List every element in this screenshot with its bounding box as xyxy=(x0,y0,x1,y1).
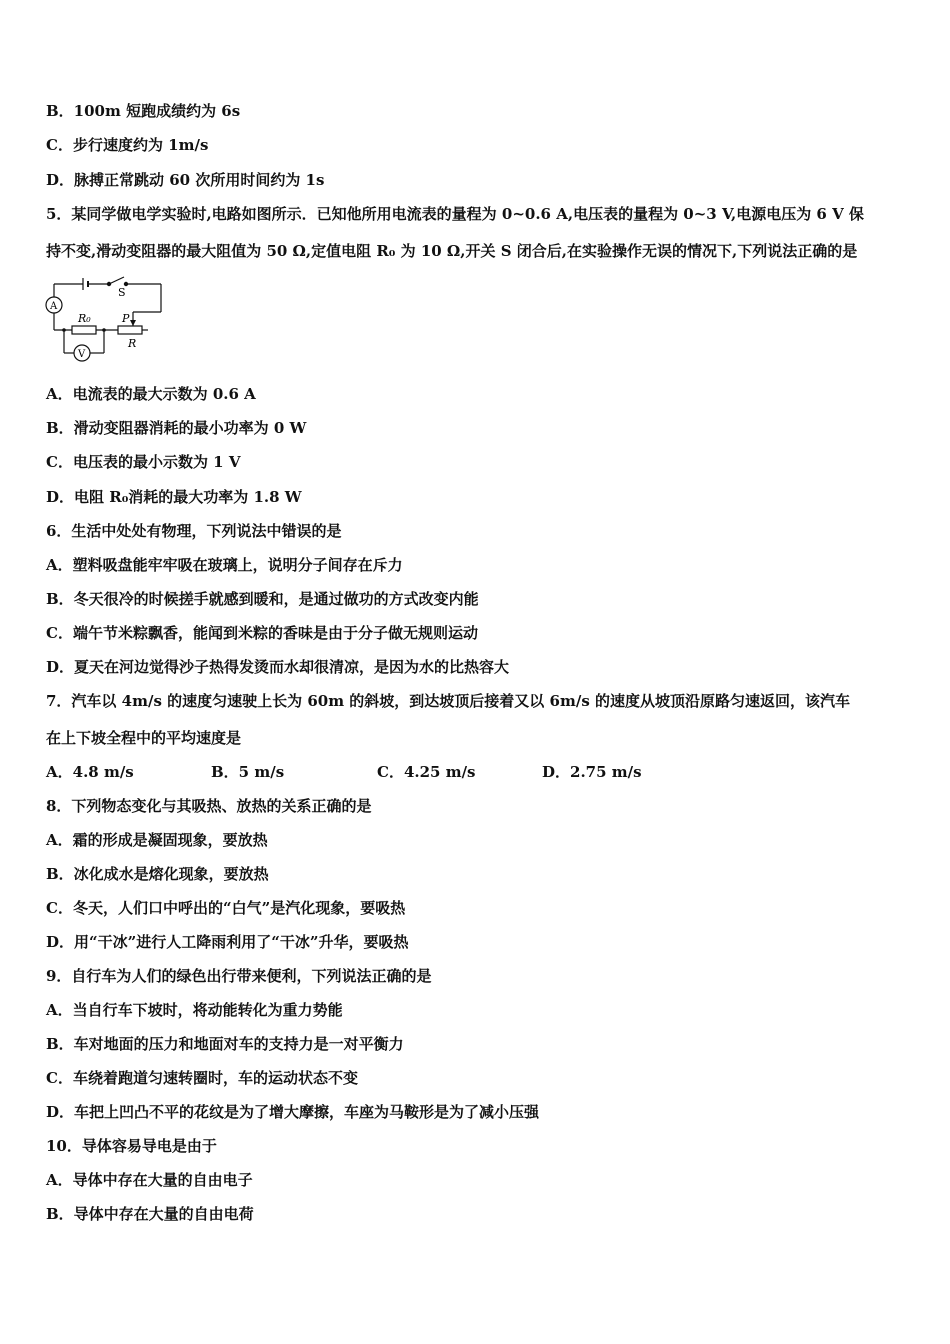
q6-option-c: C．端午节米粽飘香，能闻到米粽的香味是由于分子做无规则运动 xyxy=(46,624,478,642)
q10-option-b: B．导体中存在大量的自由电荷 xyxy=(46,1205,254,1223)
q7-option-b: B．5 m/s xyxy=(211,763,285,781)
q9-option-a: A．当自行车下坡时，将动能转化为重力势能 xyxy=(46,1001,343,1019)
q7-option-d: D．2.75 m/s xyxy=(542,763,642,781)
fixed-resistor-r0 xyxy=(72,326,96,334)
q9-stem: 9．自行车为人们的绿色出行带来便利，下列说法正确的是 xyxy=(46,967,432,985)
q9-option-c: C．车绕着跑道匀速转圈时，车的运动状态不变 xyxy=(46,1069,358,1087)
q6-option-a: A．塑料吸盘能牢牢吸在玻璃上，说明分子间存在斥力 xyxy=(46,556,403,574)
q8-option-b: B．冰化成水是熔化现象，要放热 xyxy=(46,865,269,883)
q7-option-c: C．4.25 m/s xyxy=(377,763,476,781)
q4-option-c: C．步行速度约为 1m/s xyxy=(46,136,209,154)
q8-stem: 8．下列物态变化与其吸热、放热的关系正确的是 xyxy=(46,797,372,815)
q9-option-d: D．车把上凹凸不平的花纹是为了增大摩擦，车座为马鞍形是为了减小压强 xyxy=(46,1103,540,1121)
q6-option-d: D．夏天在河边觉得沙子热得发烫而水却很清凉，是因为水的比热容大 xyxy=(46,658,510,676)
q7-stem-line-1: 7．汽车以 4m/s 的速度匀速驶上长为 60m 的斜坡，到达坡顶后接着又以 6m/s 的速度从坡顶沿原路匀速返回，该汽车 xyxy=(46,692,850,710)
q8-option-a: A．霜的形成是凝固现象，要放热 xyxy=(46,831,268,849)
q7-stem-line-2: 在上下坡全程中的平均速度是 xyxy=(46,729,242,747)
q10-option-a: A．导体中存在大量的自由电子 xyxy=(46,1171,253,1189)
q4-option-d: D．脉搏正常跳动 60 次所用时间约为 1s xyxy=(46,171,325,189)
slider-arrow xyxy=(130,320,136,326)
switch-label: S xyxy=(118,286,126,299)
r0-label: R₀ xyxy=(78,312,91,325)
rheostat-label: R xyxy=(128,337,137,350)
q8-option-d: D．用“干冰”进行人工降雨利用了“干冰”升华，要吸热 xyxy=(46,933,409,951)
circuit-diagram xyxy=(40,274,170,366)
q5-stem-line-2: 持不变,滑动变阻器的最大阻值为 50 Ω,定值电阻 R₀ 为 10 Ω,开关 S 闭合后,在实验操作无误的情况下,下列说法正确的是 xyxy=(46,242,858,260)
q5-option-a: A．电流表的最大示数为 0.6 A xyxy=(46,385,256,403)
switch-lever xyxy=(109,277,124,284)
q5-option-b: B．滑动变阻器消耗的最小功率为 0 W xyxy=(46,419,307,437)
q6-option-b: B．冬天很冷的时候搓手就感到暖和，是通过做功的方式改变内能 xyxy=(46,590,479,608)
q9-option-b: B．车对地面的压力和地面对车的支持力是一对平衡力 xyxy=(46,1035,404,1053)
q5-option-d: D．电阻 R₀消耗的最大功率为 1.8 W xyxy=(46,488,302,506)
ammeter-label: A xyxy=(50,301,58,312)
voltmeter-label: V xyxy=(78,349,86,360)
q7-option-a: A．4.8 m/s xyxy=(46,763,134,781)
slider-label: P xyxy=(122,312,130,325)
q5-option-c: C．电压表的最小示数为 1 V xyxy=(46,453,241,471)
rheostat-r xyxy=(118,326,142,334)
q5-stem-line-1: 5．某同学做电学实验时,电路如图所示．已知他所用电流表的量程为 0~0.6 A,电压表的量程为 0~3 V,电源电压为 6 V 保 xyxy=(46,205,864,223)
q10-stem: 10．导体容易导电是由于 xyxy=(46,1137,217,1155)
q4-option-b: B．100m 短跑成绩约为 6s xyxy=(46,102,241,120)
q6-stem: 6．生活中处处有物理，下列说法中错误的是 xyxy=(46,522,342,540)
q8-option-c: C．冬天，人们口中呼出的“白气”是汽化现象，要吸热 xyxy=(46,899,406,917)
